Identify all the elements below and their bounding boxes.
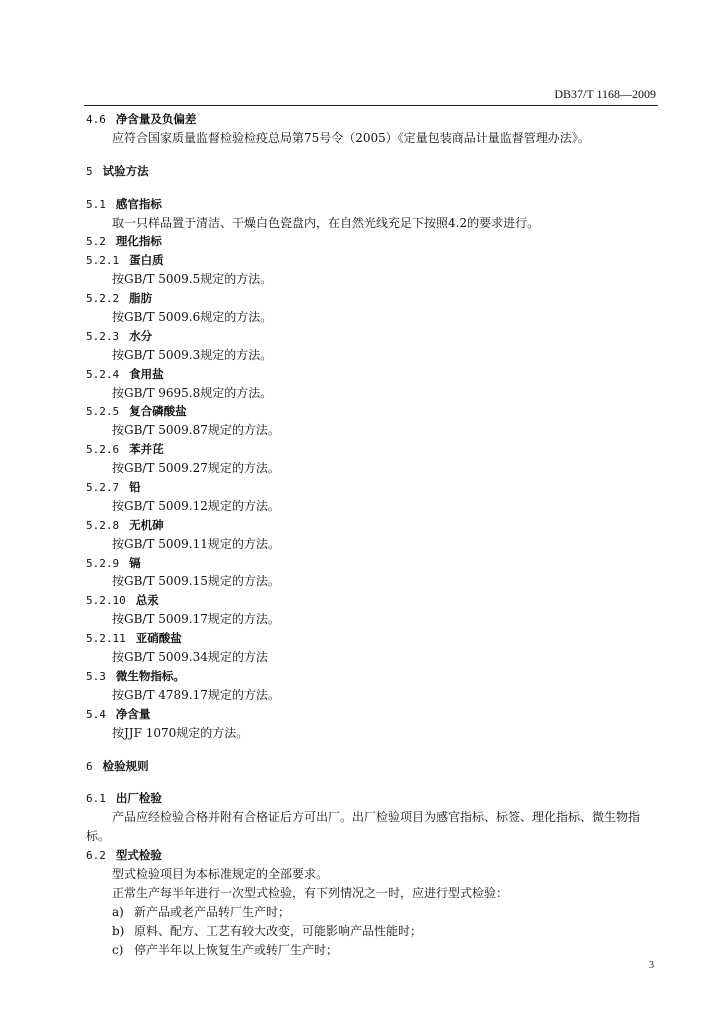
header-rule [84, 105, 658, 106]
section-number: 4.6 [86, 113, 106, 126]
section-number: 5.2.5 [86, 405, 120, 419]
body-text: 按GB/T 5009.27规定的方法。 [112, 461, 280, 476]
section-number: 5.2.1 [86, 254, 120, 268]
section-title: 无机砷 [129, 517, 164, 532]
section-gap [86, 743, 656, 757]
section-title: 理化指标 [115, 234, 162, 249]
section-title: 脂肪 [129, 291, 153, 306]
section-heading [86, 629, 656, 648]
section-number: 5.2.2 [86, 292, 120, 306]
section-heading [86, 478, 656, 497]
body-text: 按GB/T 4789.17规定的方法。 [112, 687, 280, 702]
section-number: 5.1 [86, 197, 106, 211]
section-title: 食用盐 [129, 366, 164, 381]
section-title: 复合磷酸盐 [129, 404, 187, 419]
section-title: 试验方法 [102, 163, 149, 178]
section-gap [86, 148, 656, 162]
section-title: 净含量及负偏差 [115, 112, 197, 126]
list-item [86, 903, 656, 922]
section-heading [86, 757, 656, 776]
body-text: 应符合国家质量监督检验检疫总局第75号令（2005）《定量包装商品计量监督管理办法》。 [112, 130, 590, 145]
list-text: 原料、配方、工艺有较大改变，可能影响产品性能时； [134, 923, 423, 938]
section-heading [86, 289, 656, 308]
section-title: 净含量 [115, 706, 151, 721]
body-text: 按GB/T 5009.34规定的方法 [112, 650, 268, 665]
section-heading [86, 554, 656, 573]
section-heading [86, 402, 656, 421]
section-heading [86, 516, 656, 535]
body-text: 按GB/T 5009.3规定的方法。 [112, 347, 273, 362]
section-gap [86, 181, 656, 195]
section-number: 6.1 [86, 792, 106, 806]
section-heading [86, 365, 656, 384]
section-heading [86, 232, 656, 251]
body-text: 取一只样品置于清洁、干燥白色瓷盘内，在自然光线充足下按照4.2的要求进行。 [112, 215, 540, 230]
section-title: 镉 [129, 555, 141, 570]
section-heading [86, 705, 656, 724]
body-text: 按JJF 1070规定的方法。 [112, 725, 249, 740]
section-number: 5.2.8 [86, 518, 120, 532]
section-number: 5.2.9 [86, 556, 120, 570]
section-title: 铅 [129, 480, 141, 495]
section-number: 5.2.7 [86, 481, 120, 495]
section-number: 5.2.4 [86, 367, 120, 381]
list-text: 新产品或老产品转厂生产时； [134, 904, 291, 919]
body-text: 按GB/T 5009.15规定的方法。 [112, 574, 280, 589]
section-title: 型式检验 [115, 848, 162, 863]
section-title: 蛋白质 [129, 253, 164, 268]
section-number: 5.2.3 [86, 329, 120, 343]
section-title: 出厂检验 [115, 791, 162, 806]
body-text: 按GB/T 5009.11规定的方法。 [112, 536, 280, 551]
section-number: 5.2.6 [86, 443, 120, 457]
list-marker: b) [112, 923, 125, 938]
list-item [86, 941, 656, 960]
body-text: 按GB/T 9695.8规定的方法。 [112, 385, 273, 400]
section-heading [86, 251, 656, 270]
list-text: 停产半年以上恢复生产或转厂生产时； [134, 942, 339, 957]
section-number: 5.4 [86, 707, 106, 721]
body-text: 按GB/T 5009.6规定的方法。 [112, 310, 273, 325]
body-text: 按GB/T 5009.5规定的方法。 [112, 272, 273, 287]
section-number: 5.3 [86, 669, 106, 683]
section-title: 微生物指标。 [115, 668, 185, 683]
section-heading [86, 667, 656, 686]
section-heading [86, 789, 656, 808]
section-title: 水分 [129, 328, 153, 343]
list-marker: c) [112, 942, 124, 957]
section-title: 亚硝酸盐 [135, 631, 182, 646]
list-item [86, 922, 656, 941]
section-number: 5.2.10 [86, 594, 126, 608]
section-title: 苯并芘 [129, 442, 164, 457]
document-body [86, 110, 656, 959]
section-title: 总汞 [135, 593, 159, 608]
body-text: 按GB/T 5009.12规定的方法。 [112, 498, 280, 513]
section-heading [86, 440, 656, 459]
section-heading [86, 195, 656, 214]
section-number: 5 [86, 164, 93, 178]
page-number: 3 [649, 960, 654, 971]
section-number: 6.2 [86, 849, 106, 863]
section-title: 检验规则 [102, 758, 149, 773]
section-heading [86, 162, 656, 181]
section-number: 5.2 [86, 235, 106, 249]
body-paragraph: 产品应经检验合格并附有合格证后方可出厂。出厂检验项目为感官指标、标签、理化指标、微生物指标。 [86, 810, 641, 844]
body-text: 正常生产每半年进行一次型式检验，有下列情况之一时，应进行型式检验： [112, 885, 509, 900]
section-title: 感官指标 [115, 196, 162, 211]
section-heading [86, 846, 656, 865]
document-code: DB37/T 1168—2009 [554, 87, 656, 101]
section-number: 6 [86, 759, 93, 773]
section-heading [86, 591, 656, 610]
body-text: 按GB/T 5009.17规定的方法。 [112, 612, 280, 627]
section-gap [86, 775, 656, 789]
body-text: 型式检验项目为本标准规定的全部要求。 [112, 866, 329, 881]
list-marker: a) [112, 904, 124, 919]
section-number: 5.2.11 [86, 632, 126, 646]
body-text: 按GB/T 5009.87规定的方法。 [112, 423, 280, 438]
section-heading [86, 110, 656, 129]
section-heading [86, 327, 656, 346]
